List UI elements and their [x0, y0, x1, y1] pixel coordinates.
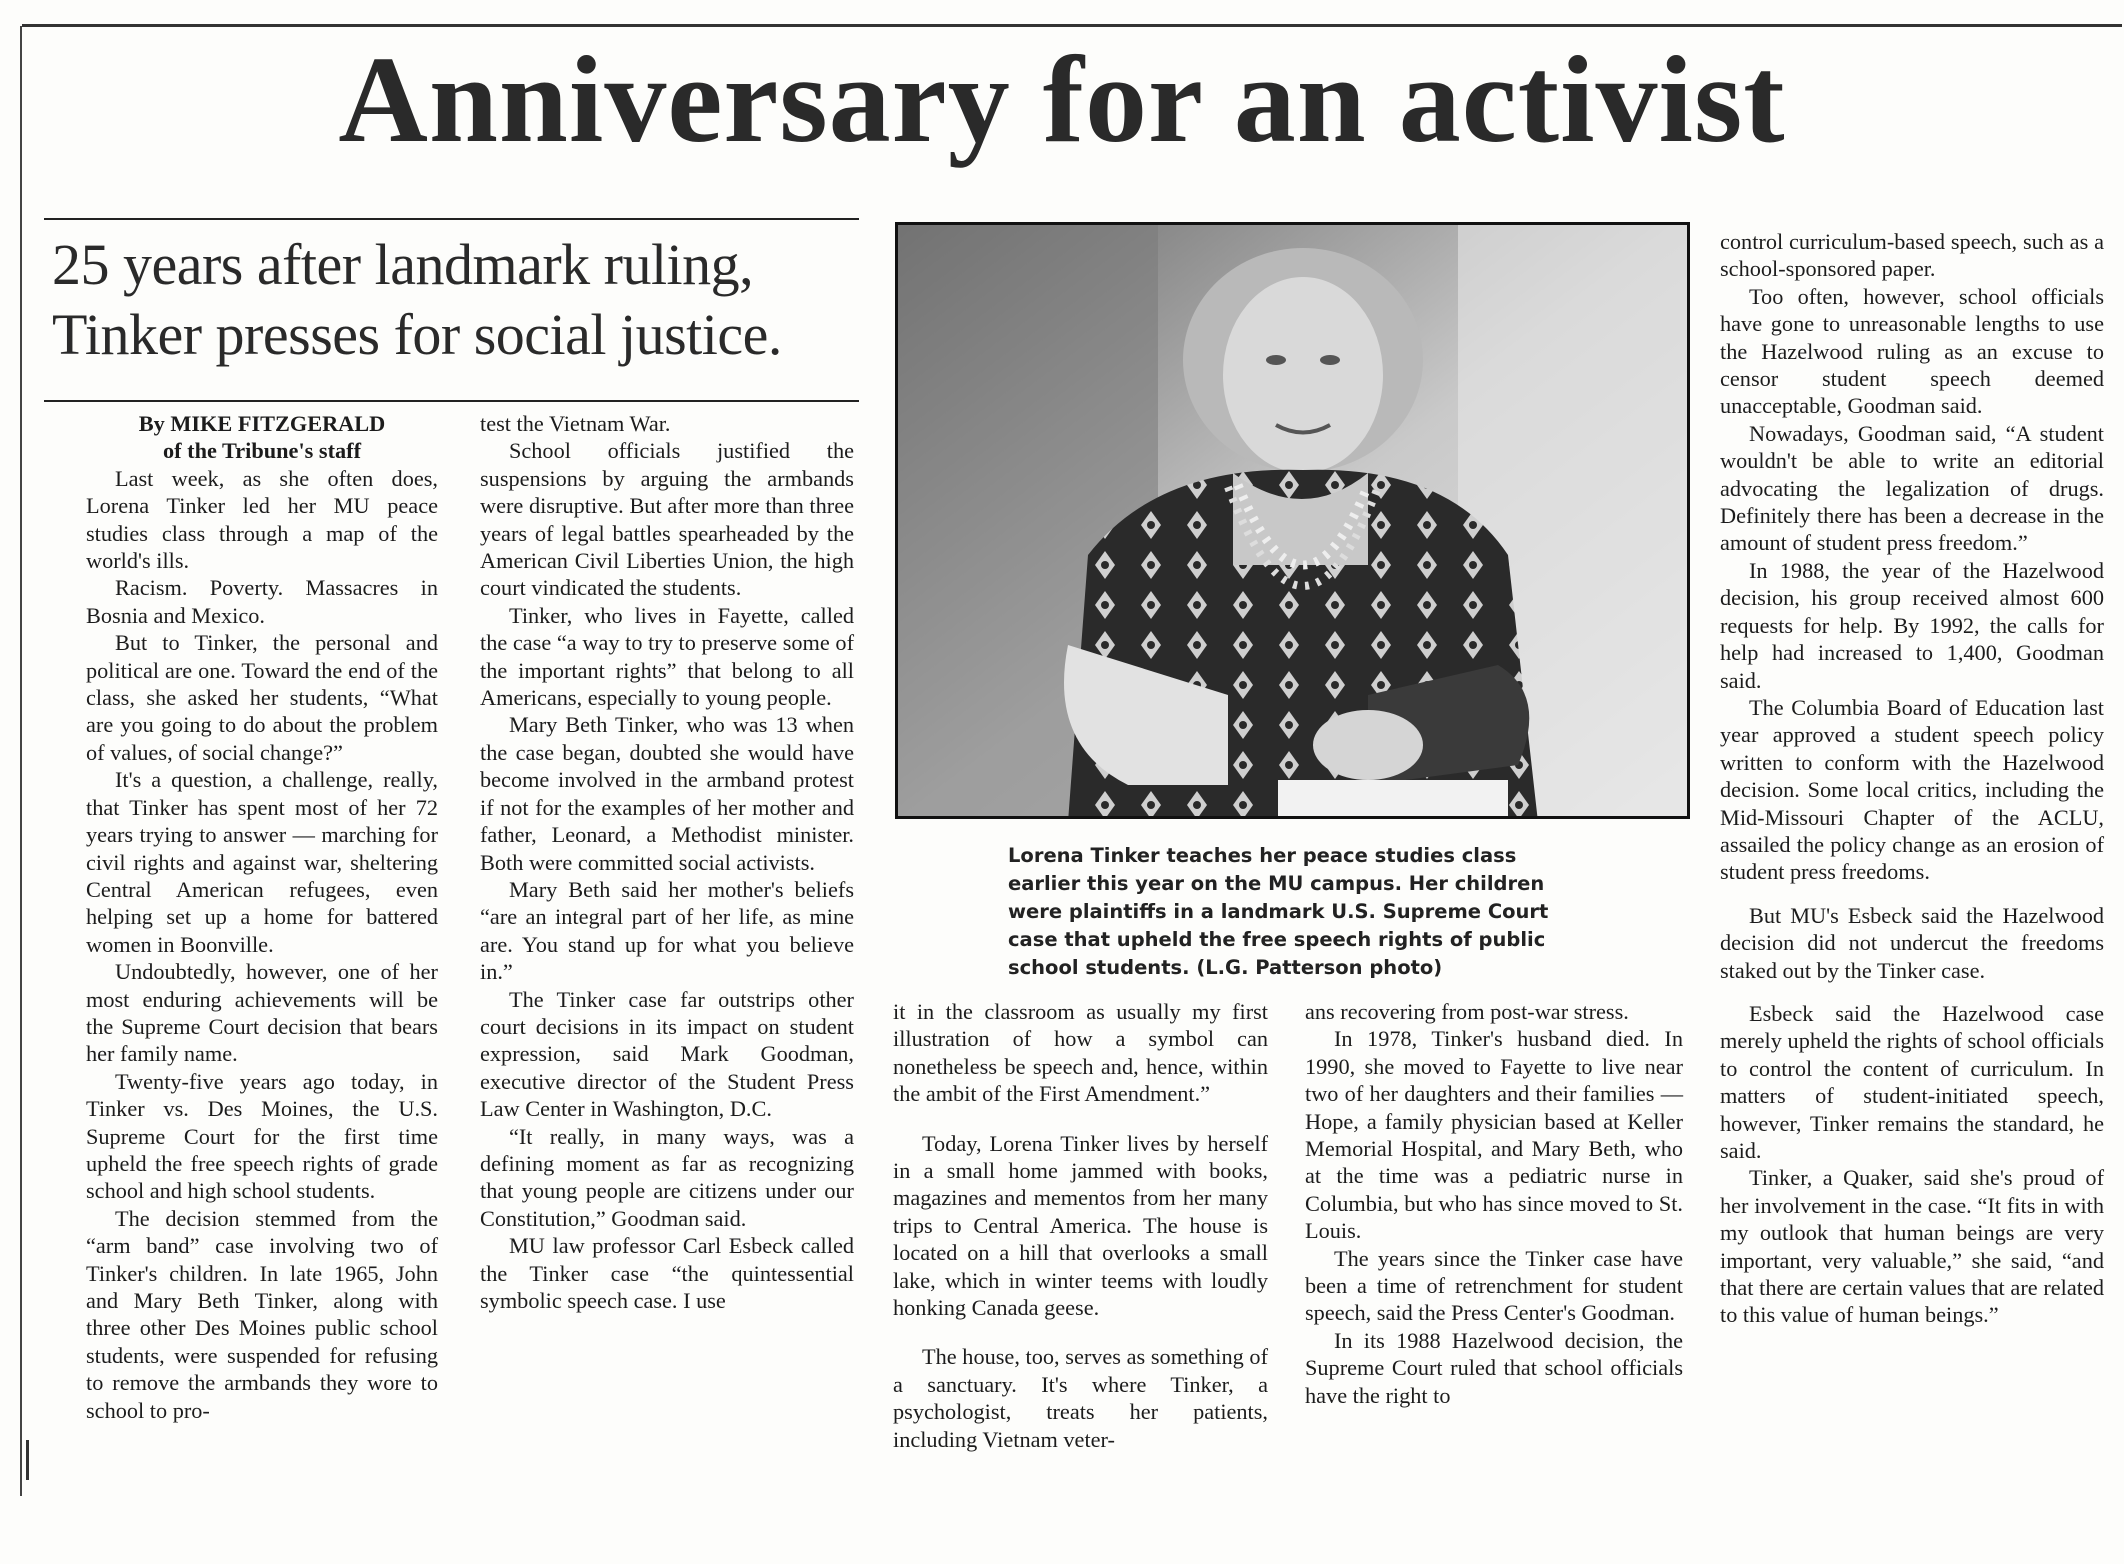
paragraph: Last week, as she often does, Lorena Tinker led her MU peace studies class through a map of the world's ills.	[86, 465, 438, 574]
paragraph: In 1978, Tinker's husband died. In 1990, she moved to Fayette to live near two of her daughters and their families — Hope, a family physician based at Keller Memorial Hospital, and Mary Beth, who at the time was a pediatric nurse in Columbia, but who has since moved to St. Louis.	[1305, 1026, 1683, 1244]
paragraph: Racism. Poverty. Massacres in Bosnia and Mexico.	[86, 575, 438, 628]
caption-line: were plaintiffs in a landmark U.S. Supreme Court	[1008, 900, 1549, 923]
paragraph: In 1988, the year of the Hazelwood decision, his group received almost 600 requests for help. By 1992, the calls for help had increased to 1,400, Goodman said.	[1720, 557, 2104, 693]
article-column-5	[1720, 228, 2104, 1329]
portrait-photo	[895, 222, 1690, 819]
article-column-3	[893, 998, 1268, 1453]
deck-rule-top	[44, 218, 859, 220]
deck-line: Tinker presses for social justice.	[52, 302, 782, 367]
paragraph: Twenty-five years ago today, in Tinker vs. Des Moines, the U.S. Supreme Court for the first time upheld the free speech rights of grade school and high school students.	[86, 1068, 438, 1204]
headline: Anniversary for an activist	[338, 31, 1786, 168]
paragraph: test the Vietnam War.	[480, 411, 671, 436]
paragraph: Tinker, who lives in Fayette, called the case “a way to try to preserve some of the important rights” that belong to all Americans, especially to young people.	[480, 602, 854, 711]
paragraph: School officials justified the suspensions by arguing the armbands were disruptive. But after more than three years of legal battles spearheaded by the American Civil Liberties Union, the high court vindicated the students.	[480, 438, 854, 601]
paragraph: “It really, in many ways, was a defining moment as far as recognizing that young people are citizens under our Constitution,” Goodman said.	[480, 1123, 854, 1231]
paragraph: The decision stemmed from the “arm band” case involving two of Tinker's children. In late 1965, John and Mary Beth Tinker, along with three other Des Moines public school students, were suspended for refusing to remove the armbands they wore to school to pro-	[86, 1205, 438, 1423]
paragraph: Mary Beth Tinker, who was 13 when the case began, doubted she would have become involved in the armband protest if not for the examples of her mother and father, Leonard, a Methodist minister. Both were committed social activists.	[480, 712, 854, 875]
caption-line: earlier this year on the MU campus. Her children	[1008, 872, 1545, 895]
paragraph: Too often, however, school officials have gone to unreasonable lengths to use the Hazelwood ruling as an excuse to censor student speech deemed unacceptable, Goodman said.	[1720, 283, 2104, 419]
byline-staff: of the Tribune's staff	[163, 438, 361, 464]
paragraph: It's a question, a challenge, really, that Tinker has spent most of her 72 years trying to answer — marching for civil rights and against war, sheltering Central American refugees, even helping set up a home for battered women in Boonville.	[86, 767, 438, 957]
photo-caption	[1008, 842, 1608, 982]
paragraph: Undoubtedly, however, one of her most enduring achievements will be the Supreme Court decision that bears her family name.	[86, 959, 438, 1067]
paragraph: In its 1988 Hazelwood decision, the Supreme Court ruled that school officials have the right to	[1305, 1327, 1683, 1408]
portrait-photo-image	[898, 225, 1690, 819]
paragraph: But MU's Esbeck said the Hazelwood decision did not undercut the freedoms staked out by the Tinker case.	[1720, 902, 2104, 983]
top-border	[22, 24, 2122, 27]
paragraph: control curriculum-based speech, such as a school-sponsored paper.	[1720, 229, 2104, 282]
article-column-2	[480, 410, 854, 1314]
paragraph: it in the classroom as usually my first illustration of how a symbol can nonetheless be speech and, hence, within the ambit of the First Amendment.”	[893, 999, 1268, 1107]
paragraph: The house, too, serves as something of a sanctuary. It's where Tinker, a psychologist, treats her patients, including Vietnam veter-	[893, 1344, 1268, 1452]
article-column-1	[86, 410, 438, 1424]
paragraph: The Columbia Board of Education last year approved a student speech policy written to conform with the Hazelwood decision. Some local critics, including the Mid-Missouri Chapter of the ACLU, assailed the policy change as an erosion of student press freedoms.	[1720, 694, 2104, 885]
caption-line: school students. (L.G. Patterson photo)	[1008, 956, 1443, 979]
deck	[52, 230, 872, 370]
paragraph: MU law professor Carl Esbeck called the Tinker case “the quintessential symbolic speech case. I use	[480, 1233, 854, 1313]
paragraph: The Tinker case far outstrips other court decisions in its impact on student expression, said Mark Goodman, executive director of the Student Press Law Center in Washington, D.C.	[480, 986, 854, 1122]
paragraph: Today, Lorena Tinker lives by herself in a small home jammed with books, magazines and mementos from her many trips to Central America. The house is located on a hill that overlooks a small lake, which in winter teems with loudly honking Canada geese.	[893, 1130, 1268, 1321]
margin-mark	[26, 1440, 29, 1480]
article-column-4	[1305, 998, 1683, 1409]
paragraph: Nowadays, Goodman said, “A student wouldn't be able to write an editorial advocating the legalization of drugs. Definitely there has been a decrease in the amount of student press freedom.”	[1720, 420, 2104, 556]
paragraph: Tinker, a Quaker, said she's proud of her involvement in the case. “It fits in with my outlook that human beings are very important, very valuable,” she said, “and that there are certain values that are related to this value of human beings.”	[1720, 1165, 2104, 1328]
paragraph: ans recovering from post-war stress.	[1305, 999, 1629, 1024]
paragraph: Mary Beth said her mother's beliefs “are an integral part of her life, as mine are. You stand up for what you believe in.”	[480, 876, 854, 985]
paragraph: But to Tinker, the personal and political are one. Toward the end of the class, she asked her students, “What are you going to do about the problem of values, of social change?”	[86, 630, 438, 765]
paragraph: The years since the Tinker case have been a time of retrenchment for student speech, said the Press Center's Goodman.	[1305, 1245, 1683, 1326]
deck-line: 25 years after landmark ruling,	[52, 232, 754, 297]
paragraph: Esbeck said the Hazelwood case merely upheld the rights of school officials to control the content of curriculum. In matters of student-initiated speech, however, Tinker remains the standard, he said.	[1720, 1000, 2104, 1163]
byline-author: By MIKE FITZGERALD	[138, 411, 386, 436]
caption-line: case that upheld the free speech rights of public	[1008, 928, 1546, 951]
deck-rule-bottom	[44, 400, 859, 402]
left-border	[20, 26, 22, 1496]
caption-line: Lorena Tinker teaches her peace studies class	[1008, 844, 1517, 867]
